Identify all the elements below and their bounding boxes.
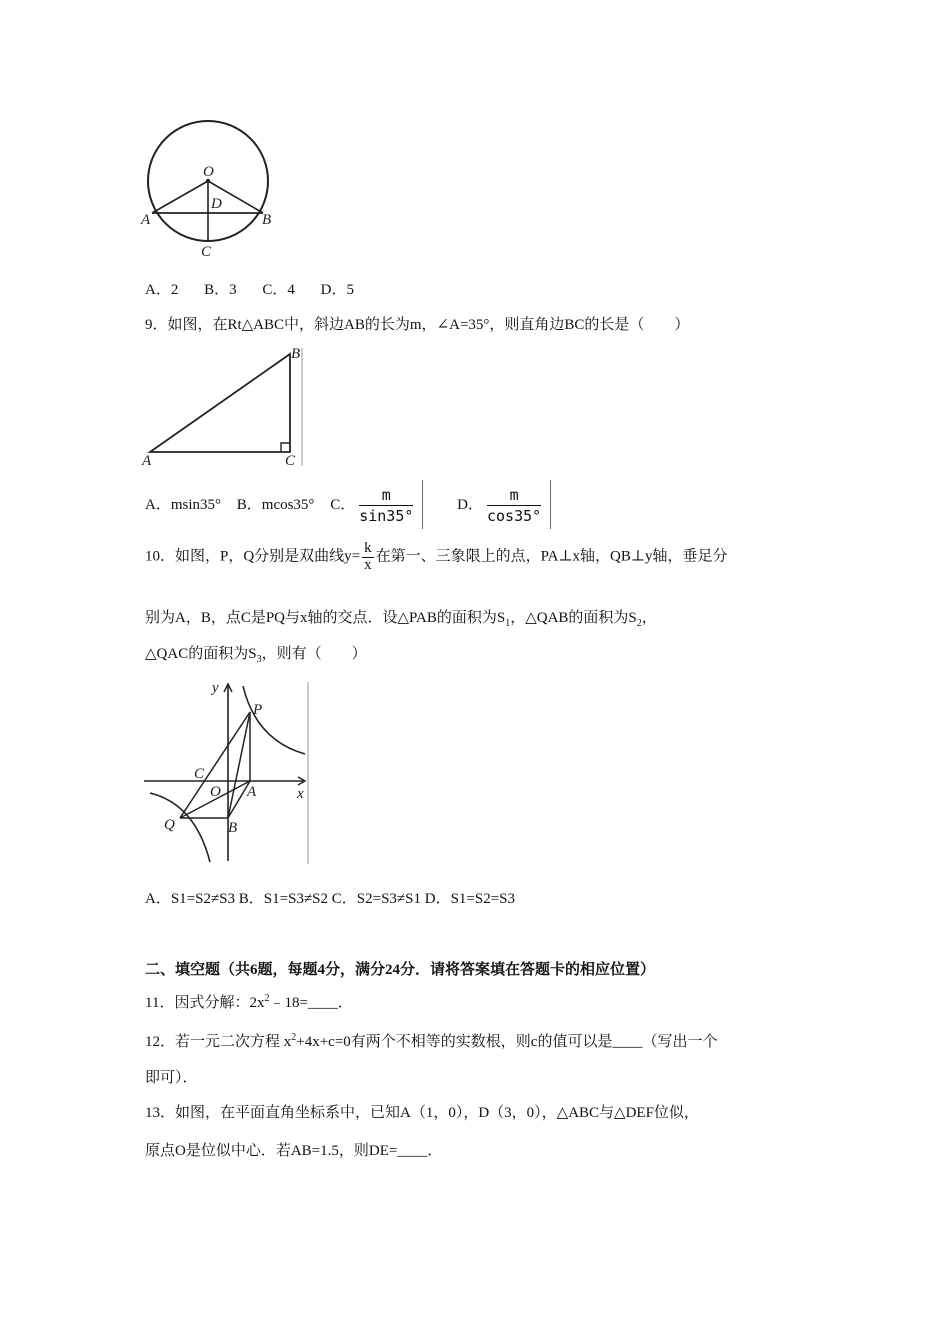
q10-line1-prefix: 10．如图，P，Q分别是双曲线y=	[145, 548, 361, 565]
label-a: A	[141, 212, 151, 228]
q12-prefix: 12．若一元二次方程 x	[145, 1034, 292, 1050]
q12-line2: 即可）．	[145, 1070, 198, 1086]
label-y: y	[212, 680, 219, 696]
label-d: D	[211, 196, 222, 212]
label-p: P	[253, 702, 263, 718]
label-c: C	[194, 766, 205, 782]
q9-stem: 9．如图，在Rt△ABC中，斜边AB的长为m，∠A=35°，则直角边BC的长是（ ）	[145, 317, 690, 333]
figure-right-triangle	[140, 342, 310, 470]
q9-option-a: A．msin35°	[145, 496, 222, 513]
hyperbola-branch-q1	[243, 686, 305, 754]
q12-line1	[145, 1030, 717, 1051]
q10-line2-end: ，	[641, 610, 657, 626]
q9-option-c-den: sin35°	[359, 507, 414, 525]
figure-hyperbola	[140, 678, 315, 866]
q11-prefix: 11．因式分解：2x	[145, 995, 265, 1011]
triangle-abc	[150, 354, 290, 452]
q10-fraction	[362, 541, 374, 574]
q10-fraction-den: x	[364, 556, 372, 573]
q10-line3-text: △QAC的面积为S	[145, 646, 257, 662]
q10-line3	[145, 642, 367, 665]
q9-option-c-fraction	[355, 486, 423, 525]
q12-sup: 2	[291, 1032, 297, 1043]
q8-option-d: D．5	[320, 282, 354, 298]
label-c: C	[285, 453, 296, 469]
label-o: O	[210, 784, 221, 800]
q9-option-c	[330, 486, 427, 525]
q10-line1-suffix: 在第一、三象限上的点，PA⊥x轴，QB⊥y轴，垂足分	[375, 548, 728, 565]
q10-s3-sub: 3	[256, 654, 262, 665]
q9-option-c-num: m	[359, 486, 413, 506]
label-x: x	[297, 786, 304, 802]
q13-line2: 原点O是位似中心．若AB=1.5，则DE=____．	[145, 1143, 443, 1159]
q8-option-b: B．3	[204, 282, 237, 298]
q9-option-d-den: cos35°	[486, 507, 542, 525]
figure-circle	[138, 118, 278, 266]
q8-option-a: A．2	[145, 282, 179, 298]
label-a: A	[247, 784, 257, 800]
q9-option-d-num: m	[487, 486, 541, 506]
label-o: O	[203, 164, 214, 180]
q11	[145, 991, 353, 1012]
hyperbola-branch-q3	[150, 793, 210, 862]
q10-line2-text: 别为A，B，点C是PQ与x轴的交点．设△PAB的面积为S	[145, 610, 506, 626]
q11-suffix: ﹣18=____．	[269, 995, 353, 1011]
q9-option-b: B．mcos35°	[236, 496, 315, 513]
q10-line3-end: ，则有（ ）	[261, 646, 367, 662]
q10-fraction-num: k	[364, 540, 372, 556]
q9-option-c-prefix: C．	[330, 496, 356, 513]
q9-option-d	[457, 486, 551, 525]
section2-title: 二、填空题（共6题，每题4分，满分24分．请将答案填在答题卡的相应位置）	[145, 962, 656, 978]
label-b: B	[262, 212, 272, 228]
q10-line2-mid: ，△QAB的面积为S	[510, 610, 637, 626]
right-angle-mark	[281, 443, 290, 452]
q8-option-c: C．4	[262, 282, 295, 298]
q9-option-d-fraction	[483, 486, 551, 525]
q9-options	[145, 486, 551, 525]
q10-s2-sub: 2	[636, 618, 642, 629]
label-b: B	[228, 820, 238, 836]
q8-options	[145, 278, 376, 299]
label-q: Q	[164, 817, 175, 833]
q12-suffix: +4x+c=0有两个不相等的实数根，则c的值可以是____（写出一个	[296, 1034, 718, 1050]
q13-line1: 13．如图，在平面直角坐标系中，已知A（1，0），D（3，0），△ABC与△DEF位似，	[145, 1105, 699, 1121]
label-b: B	[291, 346, 301, 362]
label-c: C	[201, 244, 212, 260]
segment-oa	[152, 181, 208, 213]
q11-sup: 2	[264, 993, 270, 1004]
q10-options: A．S1=S2≠S3 B．S1=S3≠S2 C．S2=S3≠S1 D．S1=S2=S3	[145, 891, 516, 907]
label-a: A	[142, 453, 152, 469]
q10-line1	[145, 541, 728, 574]
q9-option-d-prefix: D．	[457, 496, 483, 513]
q10-s1-sub: 1	[505, 618, 511, 629]
q10-line2	[145, 606, 657, 629]
